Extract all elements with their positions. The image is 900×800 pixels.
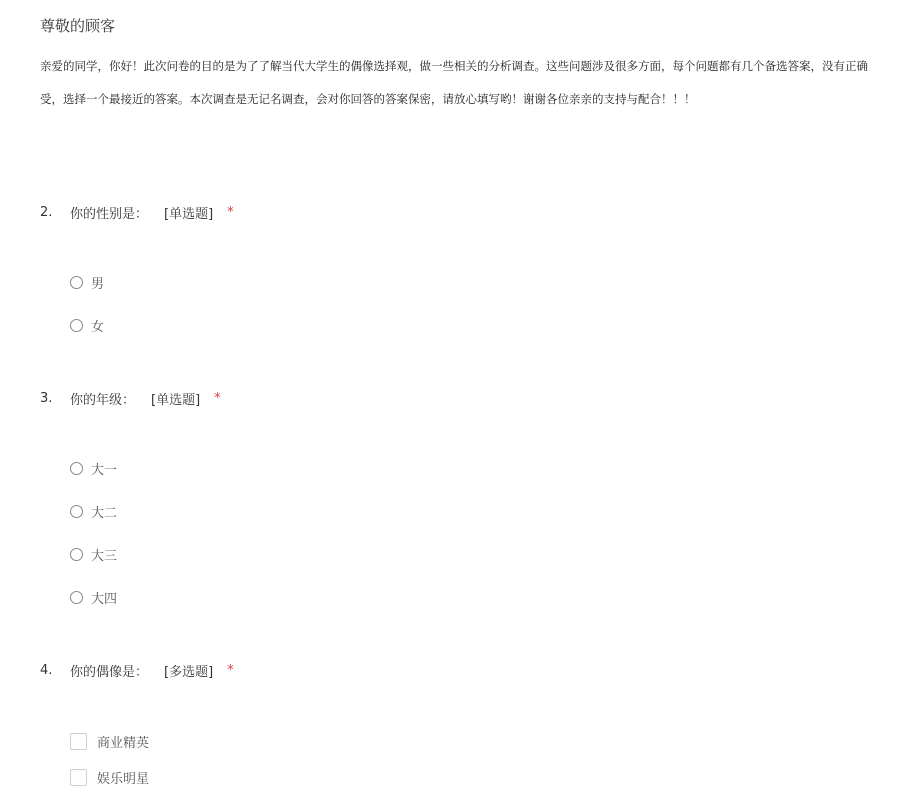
checkbox-option-entertainment-star[interactable]	[70, 768, 149, 787]
question-title: 你的性别是：	[70, 207, 149, 222]
checkbox-option-business-elite[interactable]	[70, 732, 149, 751]
question-type-label: [单选题]	[151, 393, 201, 408]
option-label: 女	[91, 320, 105, 335]
radio-option-grade-1[interactable]	[70, 459, 117, 478]
question-type-label: [多选题]	[164, 665, 214, 680]
question-title: 你的偶像是：	[70, 665, 149, 680]
option-label: 大四	[91, 592, 118, 607]
option-label: 商业精英	[97, 736, 150, 751]
question-4-header	[40, 661, 234, 680]
question-type-label: [单选题]	[164, 207, 214, 222]
survey-greeting: 尊敬的顾客	[40, 17, 116, 35]
option-label: 大一	[91, 463, 118, 478]
option-label: 大二	[91, 506, 118, 521]
survey-intro-line-1: 亲爱的同学，你好！此次问卷的目的是为了了解当代大学生的偶像选择观，做一些相关的分析调查。这些问题涉及很多方面，每个问题都有几个备选答案，没有正确	[40, 59, 868, 73]
radio-option-grade-2[interactable]	[70, 502, 117, 521]
radio-option-grade-3[interactable]	[70, 545, 117, 564]
question-2-header	[40, 203, 234, 222]
required-marker: *	[227, 663, 234, 678]
radio-option-male[interactable]	[70, 273, 104, 292]
checkbox-square-icon[interactable]	[70, 769, 87, 786]
question-3-header	[40, 389, 221, 408]
radio-option-female[interactable]	[70, 316, 104, 335]
question-number: 3.	[40, 391, 53, 406]
checkbox-square-icon[interactable]	[70, 733, 87, 750]
question-number: 2.	[40, 205, 53, 220]
required-marker: *	[214, 391, 221, 406]
option-label: 娱乐明星	[97, 772, 150, 787]
radio-circle-icon[interactable]	[70, 591, 83, 604]
radio-option-grade-4[interactable]	[70, 588, 117, 607]
radio-circle-icon[interactable]	[70, 548, 83, 561]
question-title: 你的年级：	[70, 393, 136, 408]
required-marker: *	[227, 205, 234, 220]
radio-circle-icon[interactable]	[70, 276, 83, 289]
survey-intro-line-2: 受，选择一个最接近的答案。本次调查是无记名调查，会对你回答的答案保密，请放心填写哟！谢谢各位亲亲的支持与配合！！！	[40, 92, 696, 106]
question-number: 4.	[40, 663, 53, 678]
option-label: 男	[91, 277, 105, 292]
radio-circle-icon[interactable]	[70, 462, 83, 475]
radio-circle-icon[interactable]	[70, 505, 83, 518]
option-label: 大三	[91, 549, 118, 564]
radio-circle-icon[interactable]	[70, 319, 83, 332]
